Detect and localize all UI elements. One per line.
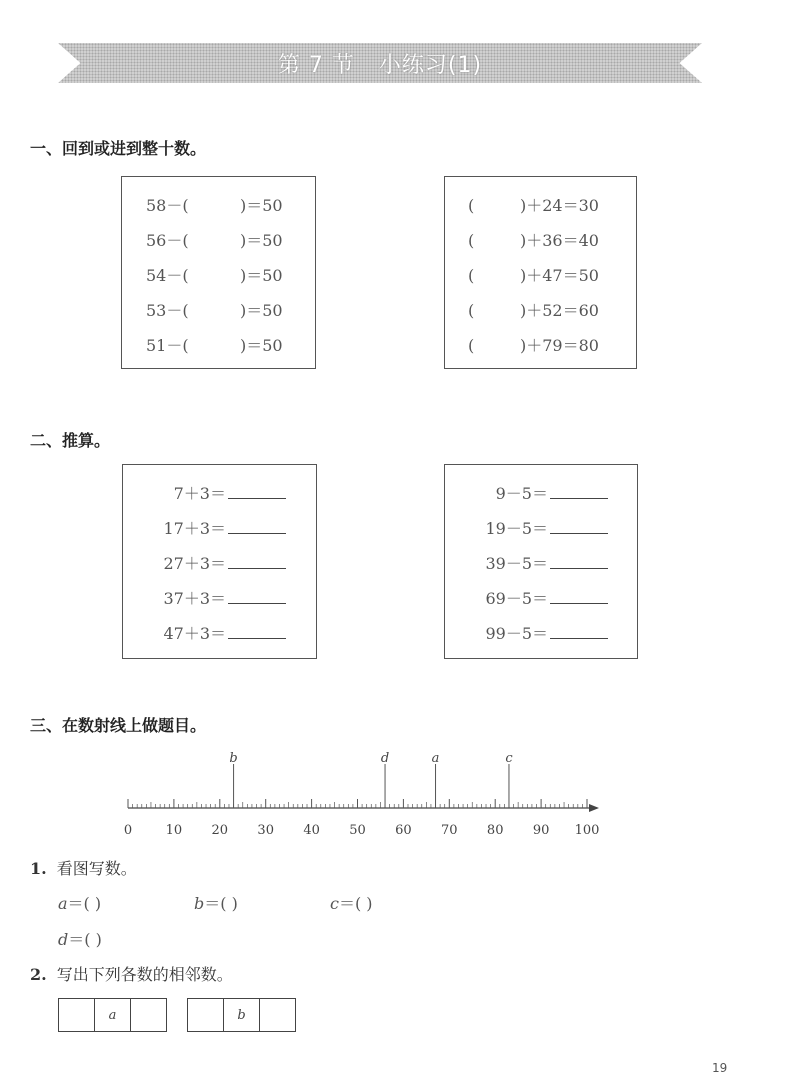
equation-row — [468, 228, 599, 251]
equation-part: )＋47＝50 — [520, 266, 599, 285]
equation-row — [146, 263, 283, 286]
equation-part: 58－( — [146, 196, 189, 215]
answer-blank — [228, 482, 286, 499]
answer-d: d＝( ) — [58, 930, 102, 949]
question-2 — [30, 962, 233, 985]
marker-label: d — [380, 751, 390, 766]
question-2-text: 写出下列各数的相邻数。 — [56, 965, 233, 984]
neighbor-cell — [131, 999, 166, 1031]
question-1-text: 看图写数。 — [56, 859, 137, 878]
equation-row — [136, 481, 286, 504]
equation-text: 27＋3＝ — [163, 554, 226, 573]
equation-row — [136, 516, 286, 539]
answer-a: a＝( ) — [58, 894, 102, 913]
equation-part: )＝50 — [240, 301, 283, 320]
tick-label: 100 — [574, 823, 600, 838]
answer-blank — [228, 517, 286, 534]
neighbor-cell-center: a — [95, 999, 131, 1031]
equation-part: )＋36＝40 — [520, 231, 599, 250]
tick-label: 70 — [441, 823, 458, 838]
answer-b: b＝( ) — [194, 894, 238, 913]
equation-text: 17＋3＝ — [163, 519, 226, 538]
question-2-number: 2. — [30, 965, 47, 984]
equation-text: 7＋3＝ — [173, 484, 226, 503]
equation-row — [146, 228, 283, 251]
equation-row — [458, 621, 608, 644]
equation-part: 54－( — [146, 266, 189, 285]
equation-part: ( — [468, 196, 475, 215]
equation-part: ( — [468, 336, 475, 355]
answer-blank — [228, 552, 286, 569]
equation-row — [468, 298, 599, 321]
answer-blank — [550, 622, 608, 639]
page-number: 19 — [712, 1061, 728, 1075]
equation-part: )＝50 — [240, 336, 283, 355]
neighbor-cell — [188, 999, 224, 1031]
equation-row — [458, 481, 608, 504]
tick-label: 60 — [395, 823, 412, 838]
tick-label: 20 — [211, 823, 229, 838]
question-1 — [30, 856, 137, 879]
equation-text: 9－5＝ — [495, 484, 548, 503]
equation-part: 53－( — [146, 301, 189, 320]
number-line — [0, 748, 790, 838]
tick-label: 80 — [486, 823, 504, 838]
equation-part: )＝50 — [240, 266, 283, 285]
answer-blank — [228, 622, 286, 639]
equation-row — [458, 551, 608, 574]
neighbor-cell-center: b — [224, 999, 260, 1031]
equation-row — [136, 621, 286, 644]
marker-label: b — [229, 751, 238, 766]
neighbor-cell — [59, 999, 95, 1031]
equation-row — [468, 263, 599, 286]
equation-row — [146, 333, 283, 356]
tick-label: 90 — [532, 823, 550, 838]
tick-label: 50 — [349, 823, 366, 838]
answer-blank — [550, 482, 608, 499]
tick-label: 0 — [123, 823, 133, 838]
equation-part: 56－( — [146, 231, 189, 250]
equation-text: 47＋3＝ — [163, 624, 226, 643]
section-2-heading: 二、推算。 — [30, 431, 111, 450]
answer-c: c＝( ) — [330, 894, 373, 913]
number-line-arrow — [589, 804, 599, 812]
equation-text: 69－5＝ — [485, 589, 548, 608]
answer-blank — [550, 552, 608, 569]
answer-blank — [228, 587, 286, 604]
page-title — [0, 43, 760, 83]
equation-part: )＝50 — [240, 196, 283, 215]
tick-label: 10 — [165, 823, 183, 838]
section-number: 第 7 节 — [277, 52, 355, 78]
neighbor-cell — [260, 999, 295, 1031]
equation-row — [136, 551, 286, 574]
equation-part: ( — [468, 266, 475, 285]
section-title: 小练习(1) — [378, 52, 483, 78]
equation-row — [468, 333, 599, 356]
equation-row — [458, 586, 608, 609]
equation-row — [146, 298, 283, 321]
equation-part: )＋79＝80 — [520, 336, 599, 355]
marker-label: c — [505, 751, 513, 766]
equation-part: )＋24＝30 — [520, 196, 599, 215]
equation-row — [458, 516, 608, 539]
equation-row — [136, 586, 286, 609]
neighbor-cells-a — [58, 998, 167, 1032]
equation-row — [146, 193, 283, 216]
tick-label: 40 — [303, 823, 320, 838]
equation-part: ( — [468, 231, 475, 250]
equation-text: 19－5＝ — [485, 519, 548, 538]
answer-blank — [550, 517, 608, 534]
marker-label: a — [431, 751, 440, 766]
question-1-number: 1. — [30, 859, 47, 878]
equation-row — [468, 193, 599, 216]
equation-part: ( — [468, 301, 475, 320]
equation-part: )＝50 — [240, 231, 283, 250]
section-1-heading: 一、回到或进到整十数。 — [30, 139, 207, 158]
equation-text: 37＋3＝ — [163, 589, 226, 608]
equation-part: )＋52＝60 — [520, 301, 599, 320]
answer-blank — [550, 587, 608, 604]
section-3-heading: 三、在数射线上做题目。 — [30, 716, 207, 735]
neighbor-cells-b — [187, 998, 296, 1032]
tick-label: 30 — [257, 823, 274, 838]
equation-text: 99－5＝ — [485, 624, 548, 643]
equation-text: 39－5＝ — [485, 554, 548, 573]
equation-part: 51－( — [146, 336, 189, 355]
